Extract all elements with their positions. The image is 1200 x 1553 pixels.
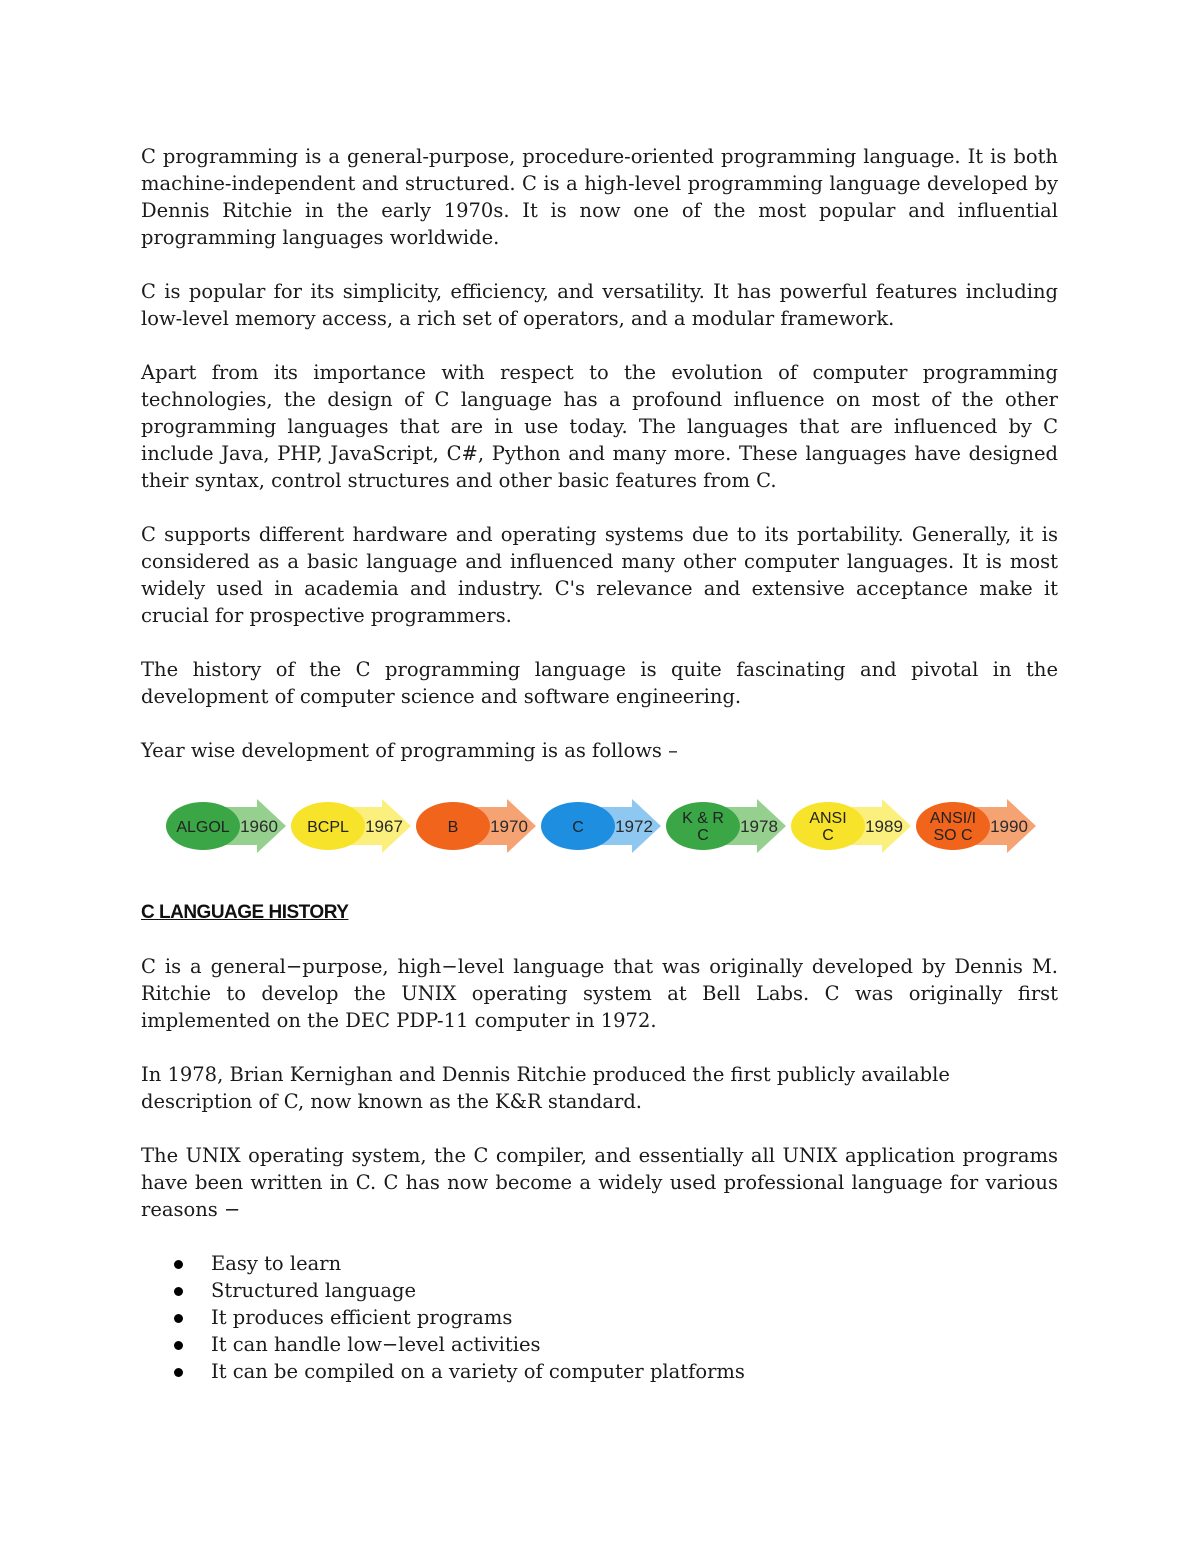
timeline-year: 1960 xyxy=(240,817,278,836)
list-item xyxy=(141,1250,1058,1277)
timeline-year: 1990 xyxy=(990,817,1028,836)
timeline-year: 1972 xyxy=(615,817,653,836)
timeline-item xyxy=(541,799,661,853)
timeline-label: B xyxy=(447,819,459,836)
timeline-item xyxy=(291,799,411,853)
language-timeline xyxy=(141,791,1058,861)
timeline-item xyxy=(166,799,286,853)
intro-paragraph-5: The history of the C programming language is quite fascinating and pivotal in the development of computer science and software engineering. xyxy=(141,658,1058,708)
list-item-text: It produces efficient programs xyxy=(211,1306,513,1329)
timeline-item xyxy=(416,799,536,853)
timeline-year: 1978 xyxy=(740,817,778,836)
section-title-history: C LANGUAGE HISTORY xyxy=(141,902,349,923)
list-item xyxy=(141,1277,1058,1304)
timeline-label: K & R xyxy=(682,810,724,827)
timeline-year: 1989 xyxy=(865,817,903,836)
intro-paragraph-3: Apart from its importance with respect to the evolution of computer programming technologies, the design of C language has a profound influence on most of the other programming languages that are in use today. The languages that are influenced by C include Java, PHP, JavaScript, C#, Python and many more. These languages have designed their syntax, control structures and other basic features from C. xyxy=(141,361,1058,492)
intro-paragraph-4: C supports different hardware and operating systems due to its portability. Generally, it is considered as a basic language and influenced many other computer languages. It is most widely used in academia and industry. C's relevance and extensive acceptance make it crucial for prospective programmers. xyxy=(141,523,1058,627)
reasons-list xyxy=(141,1250,1058,1385)
list-item-text: Structured language xyxy=(211,1279,417,1302)
document-page xyxy=(141,143,1058,1385)
list-item-text: It can handle low−level activities xyxy=(211,1333,541,1356)
timeline-label: C xyxy=(822,827,834,844)
timeline-graphic xyxy=(141,791,1058,861)
timeline-label: BCPL xyxy=(307,819,349,836)
bullet-icon xyxy=(174,1341,183,1350)
timeline-item xyxy=(666,799,786,853)
list-item xyxy=(141,1331,1058,1358)
bullet-icon xyxy=(174,1260,183,1269)
history-paragraph-2: In 1978, Brian Kernighan and Dennis Ritchie produced the first publicly available description of C, now known as the K&R standard. xyxy=(141,1063,950,1113)
history-paragraph-1: C is a general−purpose, high−level language that was originally developed by Dennis M. Ritchie to develop the UNIX operating system at Bell Labs. C was originally first implemented on the DEC PDP-11 computer in 1972. xyxy=(141,955,1058,1032)
timeline-year: 1970 xyxy=(490,817,528,836)
timeline-label: SO C xyxy=(933,827,973,844)
bullet-icon xyxy=(174,1314,183,1323)
list-item xyxy=(141,1304,1058,1331)
timeline-label: ANSI/I xyxy=(929,810,977,827)
timeline-item xyxy=(791,799,911,853)
list-item xyxy=(141,1358,1058,1385)
intro-paragraph-2: C is popular for its simplicity, efficiency, and versatility. It has powerful features including low-level memory access, a rich set of operators, and a modular framework. xyxy=(141,280,1058,330)
history-paragraph-3: The UNIX operating system, the C compiler, and essentially all UNIX application programs have been written in C. C has now become a widely used professional language for various reasons − xyxy=(141,1144,1058,1221)
timeline-label: C xyxy=(697,827,709,844)
bullet-icon xyxy=(174,1287,183,1296)
list-item-text: Easy to learn xyxy=(211,1252,342,1275)
list-item-text: It can be compiled on a variety of computer platforms xyxy=(211,1360,745,1383)
intro-paragraph-6: Year wise development of programming is as follows – xyxy=(141,739,678,762)
timeline-label: ALGOL xyxy=(176,819,230,836)
timeline-item xyxy=(916,799,1036,853)
timeline-label: C xyxy=(572,819,584,836)
bullet-icon xyxy=(174,1368,183,1377)
timeline-year: 1967 xyxy=(365,817,403,836)
timeline-label: ANSI xyxy=(809,810,847,827)
intro-paragraph-1: C programming is a general-purpose, procedure-oriented programming language. It is both machine-independent and structured. C is a high-level programming language developed by Dennis Ritchie in the early 1970s. It is now one of the most popular and influential programming languages worldwide. xyxy=(141,145,1058,249)
